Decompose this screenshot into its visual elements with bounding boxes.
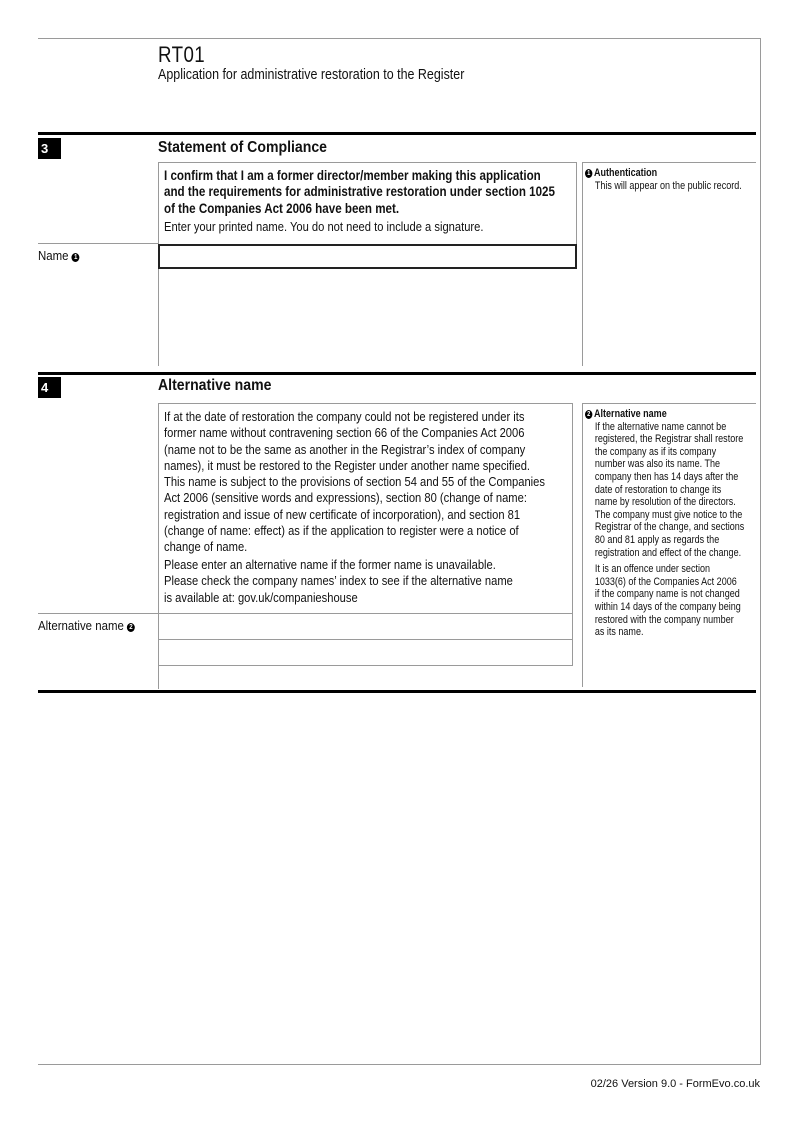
section-4-title: Alternative name — [158, 377, 272, 394]
alternative-name-note — [585, 408, 744, 639]
explanation-line: If at the date of restoration the company could not be registered under its — [164, 409, 525, 424]
note-1-left — [582, 162, 583, 366]
note-2-left — [582, 403, 583, 687]
top-border — [38, 38, 761, 39]
note-marker-2-icon: 2 — [127, 623, 135, 632]
section-4-end-rule — [38, 690, 756, 693]
instruction-line: Please check the company names’ index to see if the alternative name — [164, 573, 513, 589]
note-line: 1033(6) of the Companies Act 2006 — [594, 575, 737, 588]
explanation-line: former name without contravening section 66 of the Companies Act 2006 — [164, 425, 525, 441]
note-line: Registrar of the change, and sections — [594, 521, 745, 534]
authentication-note-title-text: Authentication — [594, 167, 658, 179]
alternative-name-note-title — [585, 408, 744, 421]
note-line: company then has 14 days after the — [594, 470, 739, 483]
name-input[interactable] — [158, 244, 577, 269]
alternative-name-instructions — [164, 557, 513, 606]
name-row-divider — [38, 243, 158, 244]
section-4-rule — [38, 372, 756, 375]
note-marker-1-icon: 1 — [585, 169, 592, 178]
note-line: within 14 days of the company being — [594, 600, 741, 613]
note-line: if the company name is not changed — [594, 588, 740, 601]
statement-line: and the requirements for administrative restoration under section 1025 — [164, 184, 555, 200]
note-line: date of restoration to change its — [594, 483, 722, 496]
note-line: the company as if its company — [594, 445, 717, 458]
explanation-line: registration and issue of new certificate of incorporation), and section 81 — [164, 506, 521, 522]
instruction-line: Please enter an alternative name if the former name is unavailable. — [164, 557, 496, 572]
footer-version: 02/26 Version 9.0 - FormEvo.co.uk — [590, 1078, 760, 1090]
bottom-border — [38, 1064, 761, 1065]
note-line: registration and effect of the change. — [594, 546, 742, 559]
explanation-line: This name is subject to the provisions of section 54 and 55 of the Companies — [164, 474, 545, 490]
authentication-note — [585, 167, 742, 192]
note-line: number was also its name. The — [594, 458, 721, 471]
note-marker-1-icon: 1 — [72, 253, 80, 262]
section-3-number: 3 — [38, 138, 61, 159]
alternative-name-label-text: Alternative name — [38, 618, 124, 633]
alternative-name-input-1[interactable] — [159, 614, 573, 638]
section-4-panel-right — [572, 403, 573, 613]
section-3-panel-top — [158, 162, 576, 163]
section-4-panel-top — [158, 403, 572, 404]
form-code: RT01 — [158, 42, 206, 67]
form-title: Application for administrative restoration to the Register — [158, 67, 465, 83]
name-label — [38, 248, 81, 263]
explanation-line: (change of name: effect) as if the application to register were a notice of — [164, 523, 519, 539]
explanation-line: change of name. — [164, 539, 248, 555]
note-line: as its name. — [594, 626, 644, 639]
section-3-title: Statement of Compliance — [158, 139, 327, 156]
section-3-panel-right — [576, 162, 577, 244]
statement-line: I confirm that I am a former director/member making this application — [164, 168, 541, 183]
right-border — [760, 38, 761, 1065]
alternative-name-note-title-text: Alternative name — [594, 408, 667, 420]
explanation-line: names), it must be restored to the Register under another name specified. — [164, 457, 531, 473]
alternative-name-input-2[interactable] — [159, 640, 573, 664]
name-label-text: Name — [38, 248, 69, 263]
compliance-statement — [164, 168, 555, 217]
alternative-name-note-body — [585, 421, 744, 639]
note-line: restored with the company number — [594, 613, 734, 626]
note-1-top — [582, 162, 756, 163]
explanation-line: Act 2006 (sensitive words and expressions), section 80 (change of name: — [164, 490, 527, 506]
explanation-line: (name not to be the same as another in the Registrar’s index of company — [164, 441, 526, 457]
alternative-name-explanation — [164, 409, 545, 556]
note-line: name by resolution of the directors. — [594, 496, 736, 509]
note-2-top — [582, 403, 756, 404]
note-marker-2-icon: 2 — [585, 410, 592, 419]
section-3-rule — [38, 132, 756, 135]
note-line: 80 and 81 apply as regards the — [594, 533, 720, 546]
note-line: The company must give notice to the — [594, 508, 743, 521]
signature-instruction: Enter your printed name. You do not need to include a signature. — [164, 219, 484, 234]
statement-line: of the Companies Act 2006 have been met. — [164, 200, 400, 216]
alternative-name-input-3[interactable] — [159, 666, 573, 690]
note-line: It is an offence under section — [594, 563, 711, 576]
instruction-line: is available at: gov.uk/companieshouse — [164, 589, 358, 605]
note-line: registered, the Registrar shall restore — [594, 433, 744, 446]
authentication-note-body: This will appear on the public record. — [594, 179, 742, 192]
section-4-number: 4 — [38, 377, 61, 398]
authentication-note-title — [585, 167, 742, 180]
alternative-name-label — [38, 618, 137, 633]
note-line: If the alternative name cannot be — [594, 420, 727, 433]
